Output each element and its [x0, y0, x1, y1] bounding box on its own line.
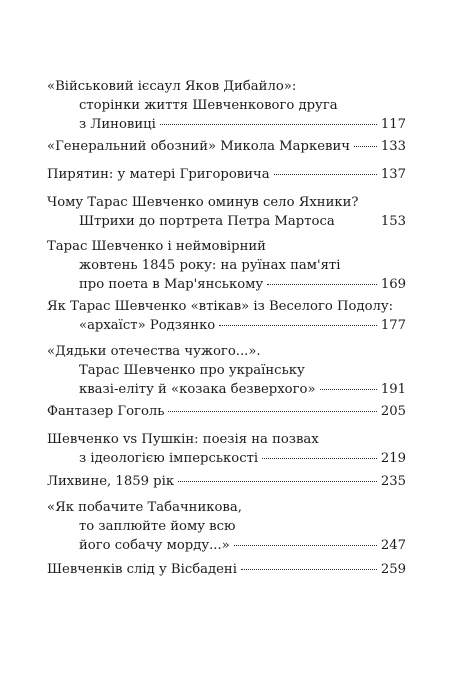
- page-number: 177: [380, 318, 406, 333]
- toc-entry-leader-row: [47, 403, 406, 421]
- toc-entry-title-line: Шевченків слід у Вісбадені: [47, 562, 237, 577]
- toc-entry-leader-row: [79, 317, 406, 335]
- toc-entry-leader-row: [47, 166, 406, 184]
- dot-leader: [274, 174, 377, 175]
- page-number: 137: [380, 167, 406, 182]
- toc-entry-leader-row: [47, 138, 406, 156]
- page-number: 247: [380, 538, 406, 553]
- dot-leader: [320, 389, 377, 390]
- toc-entry-leader-row: [79, 537, 406, 555]
- page-number: 133: [380, 139, 406, 154]
- toc-entry-title-line: Чому Тарас Шевченко оминув село Яхники?: [47, 195, 359, 210]
- toc-entry-title-line: Тарас Шевченко про українську: [79, 363, 305, 378]
- page-number: 191: [380, 382, 406, 397]
- toc-entry-title-line: «архаїст» Родзянко: [79, 318, 216, 333]
- dot-leader: [178, 481, 377, 482]
- toc-entry-leader-row: [79, 276, 406, 294]
- page-number: 153: [380, 214, 406, 229]
- toc-entry-title-line: з Линовиці: [79, 117, 156, 132]
- toc-entry-title-line: Шевченко vs Пушкін: поезія на позвах: [47, 432, 319, 447]
- toc-entry-title-line: Фантазер Гоголь: [47, 404, 165, 419]
- dot-leader: [168, 411, 376, 412]
- page-number: 169: [380, 277, 406, 292]
- toc-entry-title-line: Як Тарас Шевченко «втікав» із Веселого Подолу:: [47, 299, 394, 314]
- page-number: 219: [380, 451, 406, 466]
- dot-leader: [241, 569, 377, 570]
- page-number: 259: [380, 562, 406, 577]
- toc-entry-title-line: то заплюйте йому всю: [79, 519, 236, 534]
- dot-leader: [160, 124, 377, 125]
- toc-entry-title-line: Лихвине, 1859 рік: [47, 474, 175, 489]
- dot-leader: [267, 284, 377, 285]
- toc-entry-title-line: «Дядьки отечества чужого...».: [47, 344, 261, 359]
- dot-leader: [262, 458, 377, 459]
- toc-entry-leader-row: [79, 381, 406, 399]
- dot-leader: [219, 325, 377, 326]
- toc-entry-title-line: Штрихи до портрета Петра Мартоса: [79, 214, 335, 229]
- toc-entry-title-line: жовтень 1845 року: на руїнах пам'яті: [79, 258, 341, 273]
- toc-entry-title-line: Пирятин: у матері Григоровича: [47, 167, 270, 182]
- toc-entry-title-line: сторінки життя Шевченкового друга: [79, 98, 338, 113]
- toc-entry-title-line: його собачу морду...»: [79, 538, 230, 553]
- toc-entry-leader-row: [79, 116, 406, 134]
- toc-entry-leader-row: [79, 213, 406, 231]
- toc-entry-leader-row: [79, 450, 406, 468]
- toc-entry-leader-row: [47, 473, 406, 491]
- toc-entry-leader-row: [47, 561, 406, 579]
- toc-entry-title-line: з ідеологією імперськості: [79, 451, 259, 466]
- toc-entry-title-line: «Як побачите Табачникова,: [47, 500, 242, 515]
- dot-leader: [354, 146, 377, 147]
- toc-entry-title-line: Тарас Шевченко і неймовірний: [47, 239, 266, 254]
- toc-entry-title-line: «Військовий ієсаул Яков Дибайло»:: [47, 79, 297, 94]
- page-number: 205: [380, 404, 406, 419]
- toc-entry-title-line: квазі-еліту й «козака безверхого»: [79, 382, 316, 397]
- toc-entry-title-line: про поета в Мар'янському: [79, 277, 264, 292]
- page-number: 235: [380, 474, 406, 489]
- toc-entry-title-line: «Генеральний обозний» Микола Маркевич: [47, 139, 350, 154]
- page-number: 117: [380, 117, 406, 132]
- dot-leader: [234, 545, 377, 546]
